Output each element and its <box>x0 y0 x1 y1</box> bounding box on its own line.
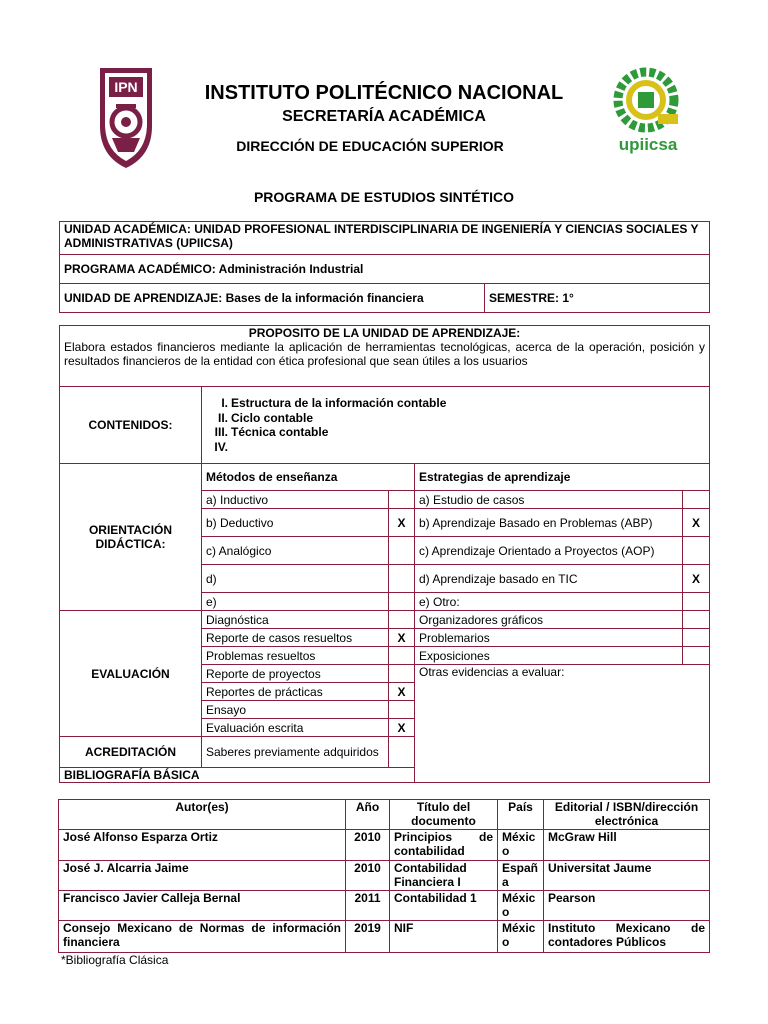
estrategias-header: Estrategias de aprendizaje <box>415 464 710 491</box>
proposito-title: PROPOSITO DE LA UNIDAD DE APRENDIZAJE: <box>248 326 521 340</box>
evaluacion-item: Reportes de prácticas <box>202 683 389 701</box>
proposito-text: Elabora estados financieros mediante la aplicación de herramientas tecnológicas, acerca de la operación, posición y resultados financieros de la entidad con ética profesional que sean útiles a los usuarios <box>64 340 706 368</box>
bib-editorial: McGraw Hill <box>544 830 710 861</box>
evaluacion-item: Problemas resueltos <box>202 647 389 665</box>
unidad-academica: UNIDAD ACADÉMICA: UNIDAD PROFESIONAL INTERDISCIPLINARIA DE INGENIERÍA Y CIENCIAS SOCIALES Y ADMINISTRATIVAS (UPIICSA) <box>60 222 710 255</box>
metodo-mark <box>389 491 415 509</box>
bib-header-titulo: Título del documento <box>390 800 498 830</box>
programa-academico: PROGRAMA ACADÉMICO: Administración Industrial <box>60 255 710 284</box>
bib-pais: España <box>498 861 544 891</box>
bib-header-pais: País <box>498 800 544 830</box>
evaluacion-mark: X <box>389 719 415 737</box>
orientacion-label: ORIENTACIÓN DIDÁCTICA: <box>60 464 202 611</box>
acreditacion-text: Saberes previamente adquiridos <box>202 737 389 768</box>
bib-header-anio: Año <box>346 800 390 830</box>
table-row <box>59 830 710 861</box>
contenidos-cell <box>202 387 710 464</box>
acreditacion-label: ACREDITACIÓN <box>60 737 202 768</box>
estrategia-item: c) Aprendizaje Orientado a Proyectos (AOP) <box>415 537 683 565</box>
metodo-mark <box>389 565 415 593</box>
bib-titulo: Contabilidad 1 <box>390 891 498 921</box>
contenidos-list <box>206 396 705 454</box>
metodo-item: d) <box>202 565 389 593</box>
estrategia-item: b) Aprendizaje Basado en Problemas (ABP) <box>415 509 683 537</box>
evaluacion-item: Diagnóstica <box>202 611 389 629</box>
table-row <box>59 891 710 921</box>
otras-evidencias: Otras evidencias a evaluar: <box>415 665 710 783</box>
bib-titulo: Contabilidad Financiera I <box>390 861 498 891</box>
list-item: I. Estructura de la información contable <box>221 396 447 410</box>
estrategia-item: a) Estudio de casos <box>415 491 683 509</box>
secretary-title: SECRETARÍA ACADÉMICA <box>282 108 486 125</box>
bib-editorial: Pearson <box>544 891 710 921</box>
program-title: PROGRAMA DE ESTUDIOS SINTÉTICO <box>253 189 515 205</box>
bib-pais: México <box>498 921 544 953</box>
evaluacion-item: Reporte de proyectos <box>202 665 389 683</box>
evaluacion-mark <box>389 647 415 665</box>
evaluacion-mark <box>389 665 415 683</box>
ipn-logo-text: IPN <box>114 79 138 95</box>
program-table <box>59 325 710 783</box>
metodo-item: e) <box>202 593 389 611</box>
bib-autor: Consejo Mexicano de Normas de información financiera <box>59 921 346 953</box>
acreditacion-mark <box>389 737 415 768</box>
bib-header-autor: Autor(es) <box>59 800 346 830</box>
evaluacion-mark: X <box>389 629 415 647</box>
bib-autor: José J. Alcarria Jaime <box>59 861 346 891</box>
estrategia-item: e) Otro: <box>415 593 683 611</box>
bib-editorial: Universitat Jaume <box>544 861 710 891</box>
estrategia-mark: X <box>683 509 710 537</box>
bibliografia-table <box>58 799 710 953</box>
info-table <box>59 221 710 313</box>
evaluacion-item: Evaluación escrita <box>202 719 389 737</box>
metodo-item: a) Inductivo <box>202 491 389 509</box>
evaluacion-right-mark <box>683 629 710 647</box>
metodo-item: b) Deductivo <box>202 509 389 537</box>
evaluacion-right-item: Exposiciones <box>415 647 683 665</box>
metodo-mark <box>389 537 415 565</box>
evaluacion-right-item: Organizadores gráficos <box>415 611 683 629</box>
estrategia-mark: X <box>683 565 710 593</box>
proposito-cell <box>60 326 710 387</box>
bib-titulo: NIF <box>390 921 498 953</box>
estrategia-item: d) Aprendizaje basado en TIC <box>415 565 683 593</box>
contenidos-label: CONTENIDOS: <box>60 387 202 464</box>
bib-pais: México <box>498 830 544 861</box>
bib-anio: 2019 <box>346 921 390 953</box>
bib-anio: 2010 <box>346 830 390 861</box>
bib-pais: México <box>498 891 544 921</box>
metodos-header: Métodos de enseñanza <box>202 464 415 491</box>
list-item: III. Técnica contable <box>214 425 329 439</box>
table-row <box>59 861 710 891</box>
estrategia-mark <box>683 491 710 509</box>
evaluacion-right-mark <box>683 647 710 665</box>
metodo-mark: X <box>389 509 415 537</box>
bib-autor: José Alfonso Esparza Ortiz <box>59 830 346 861</box>
evaluacion-item: Reporte de casos resueltos <box>202 629 389 647</box>
institute-title: INSTITUTO POLITÉCNICO NACIONAL <box>204 82 564 104</box>
estrategia-mark <box>683 537 710 565</box>
semestre: SEMESTRE: 1° <box>485 284 710 313</box>
bib-editorial: Instituto Mexicano de contadores Públicos <box>544 921 710 953</box>
metodo-mark <box>389 593 415 611</box>
list-item: IV. <box>214 439 228 454</box>
evaluacion-item: Ensayo <box>202 701 389 719</box>
evaluacion-right-mark <box>683 611 710 629</box>
evaluacion-mark: X <box>389 683 415 701</box>
bib-autor: Francisco Javier Calleja Bernal <box>59 891 346 921</box>
bib-anio: 2011 <box>346 891 390 921</box>
metodo-item: c) Analógico <box>202 537 389 565</box>
estrategia-mark <box>683 593 710 611</box>
list-item: II. Ciclo contable <box>217 410 314 425</box>
bib-anio: 2010 <box>346 861 390 891</box>
evaluacion-mark <box>389 701 415 719</box>
evaluacion-right-item: Problemarios <box>415 629 683 647</box>
upiicsa-logo-text: upiicsa <box>618 135 678 154</box>
bib-titulo: Principios de contabilidad <box>390 830 498 861</box>
direction-title: DIRECCIÓN DE EDUCACIÓN SUPERIOR <box>236 138 504 154</box>
unidad-aprendizaje: UNIDAD DE APRENDIZAJE: Bases de la información financiera <box>60 284 485 313</box>
evaluacion-label: EVALUACIÓN <box>60 611 202 737</box>
table-row <box>59 921 710 953</box>
bib-header-editorial: Editorial / ISBN/dirección electrónica <box>544 800 710 830</box>
bibliografia-footnote: *Bibliografía Clásica <box>61 953 169 967</box>
bibliografia-label: BIBLIOGRAFÍA BÁSICA <box>60 768 710 783</box>
evaluacion-mark <box>389 611 415 629</box>
